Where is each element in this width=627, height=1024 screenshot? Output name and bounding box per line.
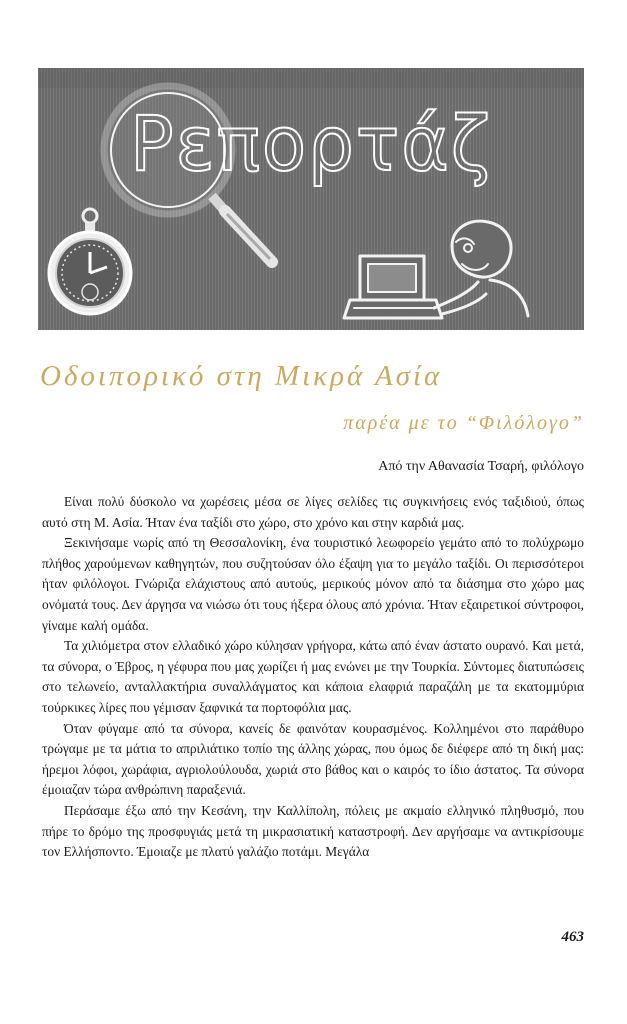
article-body [42,492,584,863]
article-byline: Από την Αθανασία Τσαρή, φιλόλογο [378,459,584,474]
reportage-banner [38,68,584,330]
article-title: Οδοιπορικό στη Μικρά Ασία [40,360,443,392]
paragraph: Τα χιλιόμετρα στον ελλαδικό χώρο κύλησαν γρήγορα, κάτω από έναν άστατο ουρανό. Και μετά, τα σύνορα, ο Έβρος, η γέφυρα που μας χωρίζει ή μας ενώνει με την Τουρκία. Σύντομες διατυπώσεις στο τελωνείο, ανταλλακτήρια συναλλάγματος και κάποια ελαφριά παραζάλη με τα εκατομμύρια τούρκικες λίρες που γέμισαν ξαφνικά τα πορτοφόλια μας. [42,638,584,715]
paragraph: Είναι πολύ δύσκολο να χωρέσεις μέσα σε λίγες σελίδες τις συγκινήσεις ενός ταξιδιού, όπως αυτό στη Μ. Ασία. Ήταν ένα ταξίδι στο χώρο, στο χρόνο και στην καρδιά μας. [42,494,584,530]
paragraph: Όταν φύγαμε από τα σύνορα, κανείς δε φαινόταν κουρασμένος. Κολλημένοι στο παράθυρο τρώγαμε με τα μάτια το απριλιάτικο τοπίο της άλλης χώρας, που όμως δε διέφερε από τη δική μας: ήρεμοι λόφοι, χωράφια, αγριολούλουδα, χωριά στο βάθος και ο καιρός το ίδιο άστατος. Τα σύνορα έμοιαζαν τώρα ανθρώπινη παραξενιά. [42,720,584,798]
banner-heading: Ρεπορτάζ [130,99,492,188]
page-number: 463 [561,929,584,945]
paragraph: Ξεκινήσαμε νωρίς από τη Θεσσαλονίκη, ένα τουριστικό λεωφορείο γεμάτο από το πολύχρωμο πλήθος χαρούμενων καθηγητών, που συζητούσαν όλο έξαψη για το μεγάλο ταξίδι. Οι περισσότεροι ήταν φιλόλογοι. Γνώριζα ελάχιστους από αυτούς, μερικούς μόνον από τα διάσημα στο χώρο μας ονόματά τους. Δεν άργησα να νιώσω ότι τους ήξερα όλους από χρόνια. Ήταν εξαιρετικοί σύντροφοι, γίναμε καλή ομάδα. [42,535,584,633]
article-subtitle: παρέα με το “Φιλόλογο” [343,412,584,434]
paragraph: Περάσαμε έξω από την Κεσάνη, την Καλλίπολη, πόλεις με ακμαίο ελληνικό πληθυσμό, που πήρε το δρόμο της προσφυγιάς μετά τη μικρασιατική καταστροφή. Δεν αργήσαμε να αντικρίσουμε τον Ελλήσποντο. Έμοιαζε με πλατύ γαλάζιο ποτάμι. Μεγάλα [42,802,584,860]
